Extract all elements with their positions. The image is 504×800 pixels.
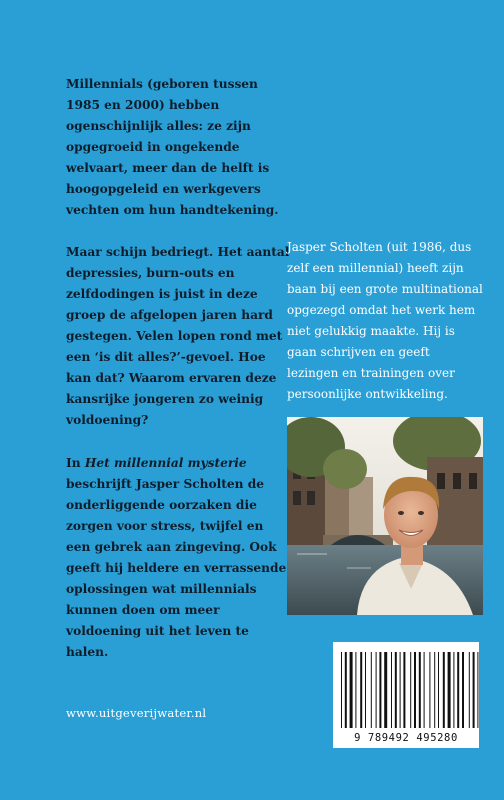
isbn-number: 9 789492 495280: [354, 732, 458, 744]
blurb: [66, 74, 290, 684]
publisher-website[interactable]: www.uitgeverijwater.nl: [66, 706, 207, 720]
author-photo: [287, 417, 483, 615]
blurb-paragraph-2: Maar schijn bedriegt. Het aantal depressies, burn-outs en zelfdodingen is juist in deze groep de afgelopen jaren hard gestegen. Velen lopen rond met een ‘is dit alles?’-gevoel. Hoe kan dat? Waarom ervaren deze kansrijke jongeren zo weinig voldoening?: [66, 245, 290, 427]
author-bio-text: Jasper Scholten (uit 1986, dus zelf een millennial) heeft zijn baan bij een grote multinational opgezegd omdat het werk hem niet gelukkig maakte. Hij is gaan schrijven en geeft lezingen en trainingen over persoonlijke ontwikkeling.: [287, 240, 483, 401]
blurb-paragraph-3: [66, 453, 290, 663]
blurb-paragraph-1: Millennials (geboren tussen 1985 en 2000) hebben ogenschijnlijk alles: ze zijn opgegroeid in ongekende welvaart, meer dan de helft is hoogopgeleid en werkgevers vechten om hun handtekening.: [66, 77, 279, 217]
author-bio: [287, 237, 483, 405]
book-title: Het millennial mysterie: [84, 456, 247, 470]
blurb-paragraph-3-text: beschrijft Jasper Scholten de onderliggende oorzaken die zorgen voor stress, twijfel en een gebrek aan zingeving. Ook geeft hij heldere en verrassende oplossingen wat millennials kunnen doen om meer voldoening uit het leven te halen.: [66, 477, 287, 659]
isbn-barcode: [333, 642, 479, 748]
blurb-paragraph-3-prefix: In: [66, 456, 85, 470]
